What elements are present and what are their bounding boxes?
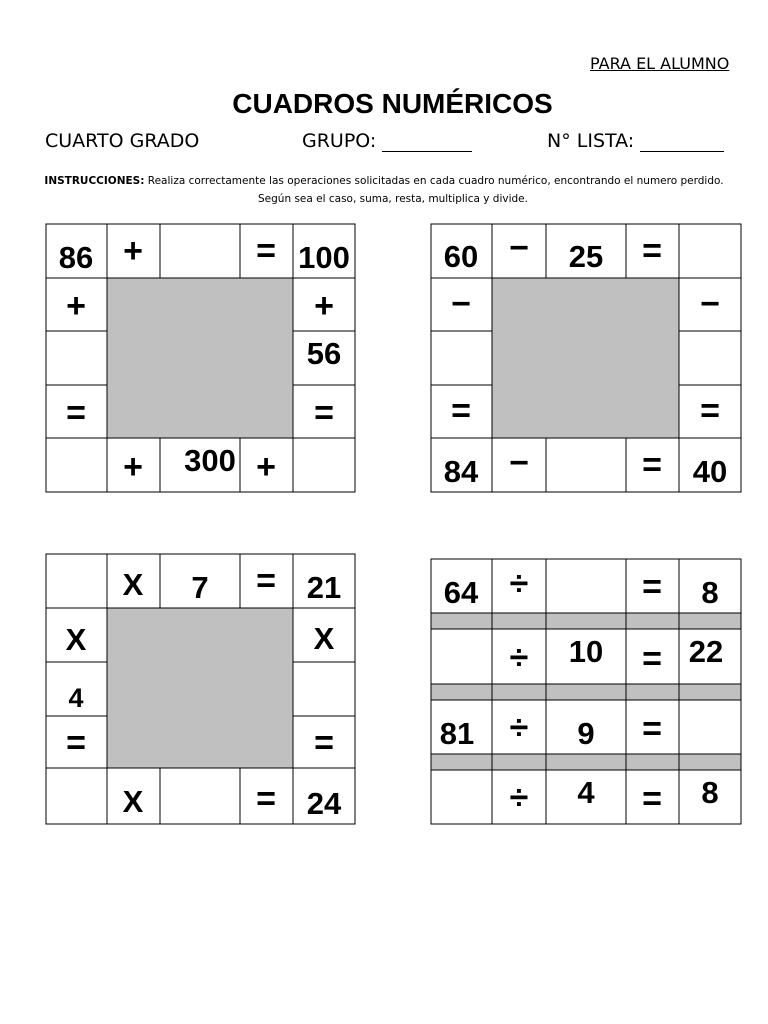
list-number-label: N° LISTA: [547,130,635,152]
separator-band [431,754,492,770]
cell-value: 81 [439,716,475,751]
operator: ÷ [509,779,529,817]
operator: − [451,285,471,323]
cell-value: 8 [701,575,719,610]
cell[interactable] [160,768,240,824]
operator: = [66,394,86,432]
cell-value: 4 [577,775,595,810]
cell[interactable] [679,224,741,278]
separator-band [626,613,679,629]
subtraction-puzzle [431,224,741,492]
center-block [107,608,293,768]
cell-value: 4 [68,683,84,713]
operator: = [642,640,662,678]
cell[interactable] [46,438,107,492]
group-label: GRUPO: [302,130,377,152]
cell-value: 300 [184,443,236,478]
addition-puzzle [46,224,355,492]
cell-value: 60 [443,239,479,274]
instructions-label: INSTRUCCIONES: [44,175,145,187]
cell-value: 86 [58,240,94,275]
cell-value: 9 [577,716,595,751]
operator: X [313,621,335,656]
cell-value: 25 [568,239,604,274]
separator-band [546,684,626,700]
separator-band [546,754,626,770]
operator: + [123,448,143,486]
separator-band [492,684,546,700]
separator-band [679,684,741,700]
cell[interactable] [546,438,626,492]
operator: + [256,448,276,486]
operator: ÷ [509,639,529,677]
cell-value: 100 [298,240,350,275]
cell-value: 7 [191,570,209,605]
operator: = [642,568,662,606]
cell-value: 24 [306,786,342,821]
operator: = [642,446,662,484]
cell[interactable] [46,768,107,824]
multiplication-puzzle [46,554,355,824]
cell-value: 8 [701,775,719,810]
operator: = [642,780,662,818]
cell[interactable] [679,331,741,385]
instructions-line-2: Según sea el caso, suma, resta, multiplica y divide. [258,193,528,205]
separator-band [431,684,492,700]
grade-label: CUARTO GRADO [45,130,200,152]
cell-value: 10 [568,634,604,669]
operator: = [451,392,471,430]
center-block [492,278,679,438]
operator: + [314,287,334,325]
separator-band [626,754,679,770]
division-puzzle [431,559,741,824]
operator: X [122,784,144,819]
operator: = [314,394,334,432]
cell[interactable] [46,331,107,385]
cell-value: 40 [692,454,728,489]
operator: = [256,232,276,270]
cell-value: 84 [443,454,479,489]
separator-band [546,613,626,629]
separator-band [679,754,741,770]
operator: = [256,780,276,818]
cell[interactable] [46,554,107,608]
audience-label: PARA EL ALUMNO [590,54,730,73]
separator-band [492,754,546,770]
cell[interactable] [160,224,240,278]
cell[interactable] [546,559,626,613]
separator-band [626,684,679,700]
operator: X [122,567,144,602]
cell-value: 56 [306,336,342,371]
separator-band [679,613,741,629]
operator: = [700,392,720,430]
operator: = [256,562,276,600]
instructions-text: Realiza correctamente las operaciones solicitadas en cada cuadro numérico, encontrando el numero perdido. [147,175,724,187]
cell-value: 22 [688,634,724,669]
operator: − [509,444,529,482]
cell[interactable] [293,662,355,716]
operator: ÷ [509,565,529,603]
operator: − [700,285,720,323]
cell[interactable] [293,438,355,492]
operator: ÷ [509,709,529,747]
cell[interactable] [431,770,492,824]
cell[interactable] [431,331,492,385]
cell-value: 21 [306,570,342,605]
operator: − [509,229,529,267]
center-block [107,278,293,438]
page-title: CUADROS NUMÉRICOS [232,88,553,119]
operator: X [65,622,87,657]
operator: = [642,232,662,270]
cell-value: 64 [443,575,479,610]
cell[interactable] [679,700,741,754]
cell[interactable] [431,629,492,684]
operator: + [66,287,86,325]
operator: = [642,710,662,748]
separator-band [431,613,492,629]
separator-band [492,613,546,629]
operator: = [314,724,334,762]
operator: + [123,232,143,270]
operator: = [66,724,86,762]
